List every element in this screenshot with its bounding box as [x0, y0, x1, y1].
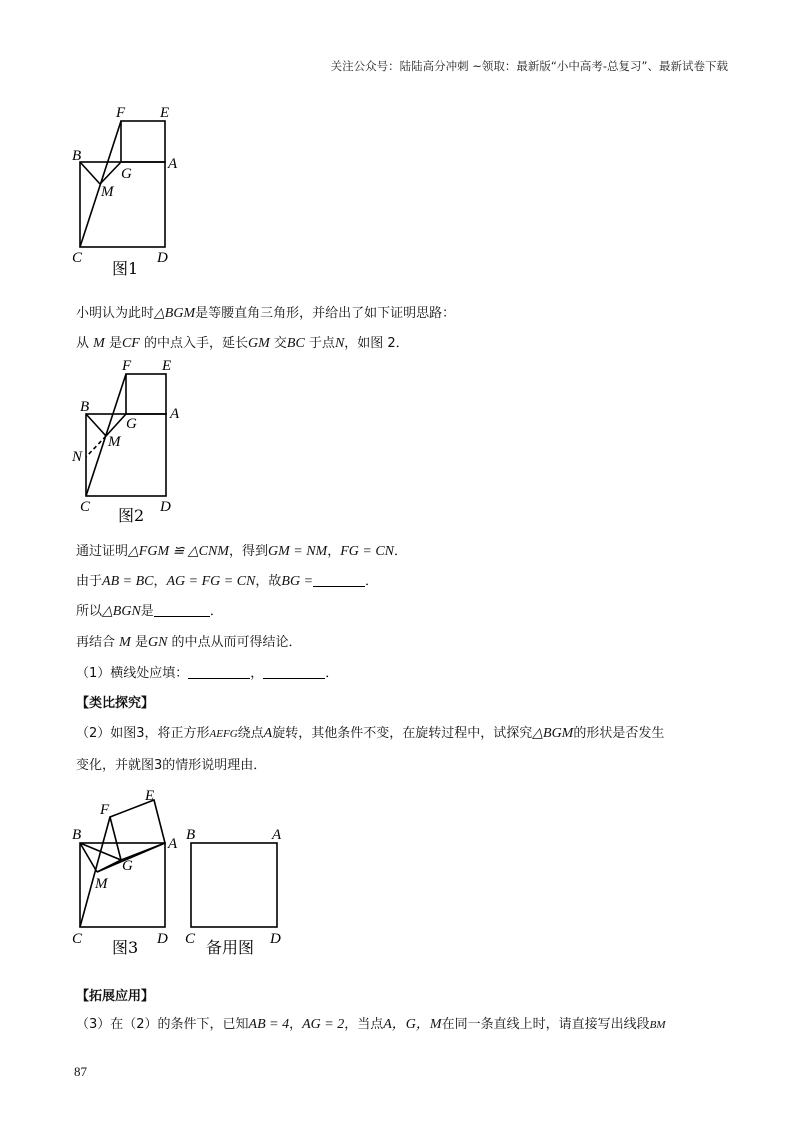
fig1-line-mg	[100, 162, 121, 184]
text: ，得到	[228, 544, 268, 559]
fig3-label-a: A	[168, 836, 178, 852]
fig3-label-m: M	[95, 876, 108, 892]
text: 是	[140, 604, 154, 619]
math: AB = 4	[248, 1017, 290, 1032]
figure-2	[86, 374, 166, 496]
spare-label-b: B	[186, 827, 196, 843]
text: ．	[394, 544, 408, 559]
spare-label-d: D	[270, 931, 281, 947]
text: （1）横线处应填：	[76, 666, 189, 681]
text: ，	[153, 574, 167, 589]
fig2-label-b: B	[80, 399, 90, 415]
line-question-2	[76, 722, 664, 742]
text: ．	[325, 666, 339, 681]
fig3-label-e: E	[145, 788, 155, 804]
math: GN	[147, 635, 168, 650]
text: 交	[269, 336, 287, 351]
section-extension: 【拓展应用】	[76, 989, 155, 1004]
fig2-label-a: A	[170, 406, 180, 422]
fig2-label-g: G	[126, 416, 137, 432]
text: ，故	[255, 574, 282, 589]
fig1-label-f: F	[116, 105, 126, 121]
section-analogy: 【类比探究】	[76, 696, 155, 711]
text: 通过证明	[76, 544, 129, 559]
fig2-label-f: F	[122, 358, 132, 374]
text: 的中点入手，延长	[139, 336, 248, 351]
math: △BGM	[532, 726, 574, 741]
fig3-caption: 图3	[112, 938, 139, 957]
fig1-line-bm	[80, 162, 100, 184]
text: 是等腰直角三角形，并给出了如下证明思路：	[195, 306, 456, 321]
spare-square-abcd	[191, 843, 277, 927]
header-promo: 关注公众号：陆陆高分冲刺 ~领取：最新版“小中高考-总复习”、最新试卷下载	[330, 59, 728, 73]
answer-blank-bgn-shape[interactable]	[154, 604, 210, 617]
fig2-label-m: M	[108, 434, 121, 450]
text: 是	[130, 635, 148, 650]
fig3-label-g: G	[122, 858, 133, 874]
fig1-square-aefg	[121, 121, 165, 162]
fig2-line-bm	[86, 414, 106, 436]
figure-spare	[191, 843, 277, 927]
page-number: 87	[74, 1064, 87, 1079]
fig3-label-d: D	[157, 931, 168, 947]
answer-blank-2[interactable]	[263, 666, 325, 679]
text: 在同一条直线上时，请直接写出线段	[441, 1017, 650, 1032]
text: （2）如图3，将正方形	[76, 726, 210, 741]
fig2-caption: 图2	[118, 506, 145, 525]
fig3-square-aefg	[110, 800, 165, 860]
fig1-caption: 图1	[112, 259, 139, 278]
figure-1	[80, 121, 165, 247]
text: ，	[327, 544, 341, 559]
fig2-label-d: D	[160, 499, 171, 515]
line-claim	[76, 302, 455, 322]
fig1-label-e: E	[160, 105, 170, 121]
answer-blank-bg[interactable]	[313, 574, 365, 587]
math: AG = 2	[302, 1017, 345, 1032]
math: △BGN	[102, 604, 141, 619]
text: ．	[365, 574, 379, 589]
math: M	[119, 635, 131, 650]
line-combine	[76, 631, 302, 651]
math: AG = FG = CN	[166, 574, 256, 589]
text: ，当点	[344, 1017, 384, 1032]
spare-label-c: C	[185, 931, 196, 947]
text: 的中点从而可得结论．	[167, 635, 302, 650]
fig3-line-bg	[80, 843, 121, 860]
math: BC	[286, 336, 305, 351]
line-approach	[76, 332, 409, 352]
text: 从	[76, 336, 94, 351]
text: 所以	[76, 604, 103, 619]
math: A，G，M	[383, 1017, 442, 1032]
line-therefore	[76, 600, 223, 620]
math: GM	[247, 336, 270, 351]
fig2-label-e: E	[162, 358, 172, 374]
line-congruence	[76, 540, 407, 560]
fig1-label-c: C	[72, 250, 83, 266]
fig2-square-aefg	[126, 374, 166, 414]
text: 再结合	[76, 635, 120, 650]
math: N	[334, 336, 345, 351]
line-question-3	[76, 1013, 665, 1033]
text: 是	[104, 336, 122, 351]
math: FG = CN	[340, 544, 395, 559]
line-question-2-cont: 变化，并就图3的情形说明理由．	[76, 758, 267, 773]
math: CF	[121, 336, 140, 351]
math: BG =	[281, 574, 314, 589]
fig3-label-f: F	[100, 802, 110, 818]
math: M	[93, 336, 105, 351]
math: AEFG	[209, 728, 238, 740]
math: GM = NM	[267, 544, 328, 559]
line-question-1	[76, 662, 338, 681]
fig2-label-c: C	[80, 499, 91, 515]
fig1-label-m: M	[101, 184, 114, 200]
fig1-label-a: A	[168, 156, 178, 172]
text: ，	[289, 1017, 303, 1032]
fig3-label-b: B	[72, 827, 82, 843]
math: A	[263, 726, 273, 741]
fig1-label-g: G	[121, 166, 132, 182]
math: △BGM	[154, 306, 196, 321]
spare-caption: 备用图	[206, 938, 255, 957]
text: 于点	[304, 336, 335, 351]
math: △FGM ≌ △CNM	[128, 544, 229, 559]
answer-blank-1[interactable]	[188, 666, 250, 679]
line-since	[76, 570, 378, 590]
math: BM	[649, 1019, 666, 1031]
text: 小明认为此时	[76, 306, 155, 321]
fig3-line-fc	[80, 817, 110, 927]
fig1-label-b: B	[72, 148, 82, 164]
fig3-square-abcd	[80, 843, 165, 927]
math: AB = BC	[102, 574, 154, 589]
text: ，	[250, 666, 264, 681]
spare-label-a: A	[272, 827, 282, 843]
text: （3）在（2）的条件下，已知	[76, 1017, 249, 1032]
fig2-label-n: N	[72, 449, 83, 465]
text: 旋转，其他条件不变，在旋转过程中，试探究	[272, 726, 533, 741]
text: ，如图 2．	[344, 336, 409, 351]
text: 的形状是否发生	[573, 726, 665, 741]
text: 绕点	[237, 726, 264, 741]
text: 由于	[76, 574, 103, 589]
fig3-label-c: C	[72, 931, 83, 947]
text: ．	[209, 604, 223, 619]
fig1-label-d: D	[157, 250, 168, 266]
